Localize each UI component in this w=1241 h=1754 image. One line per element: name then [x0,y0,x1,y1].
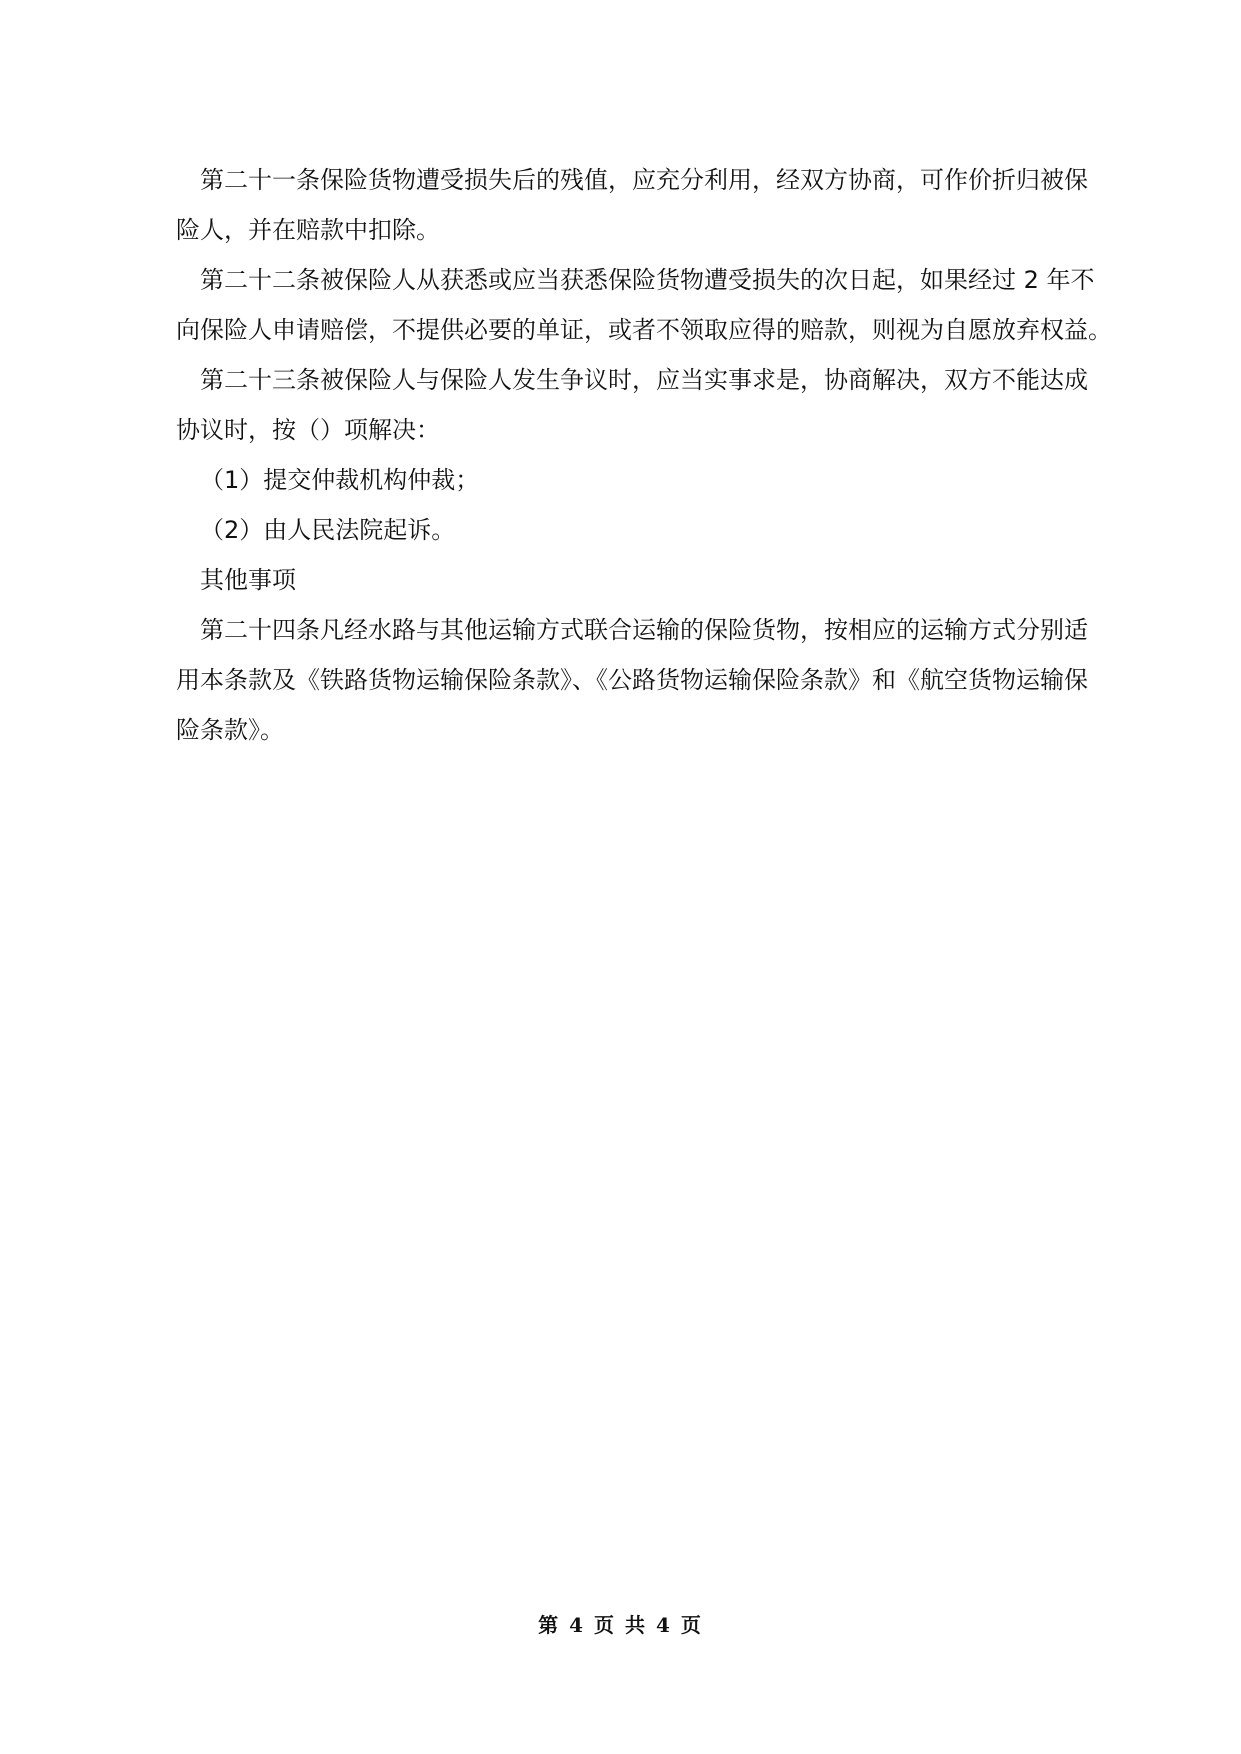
clause-23-line-2: 协议时，按（）项解决： [176,416,440,444]
option-2 [152,505,1092,555]
option-2-text: （2）由人民法院起诉。 [200,516,456,544]
document-body [152,155,1112,755]
clause-22-line-2: 向保险人申请赔偿，不提供必要的单证，或者不领取应得的赔款，则视为自愿放弃权益。 [176,316,1112,344]
clause-24-line-3: 险条款》。 [176,716,284,744]
clause-23 [152,355,1092,455]
clause-22 [152,255,1112,355]
clause-21-line-2: 险人，并在赔款中扣除。 [176,216,440,244]
option-1 [152,455,1092,505]
clause-24-line-1: 第二十四条凡经水路与其他运输方式联合运输的保险货物，按相应的运输方式分别适 [200,616,1088,644]
section-heading-text: 其他事项 [200,566,296,594]
clause-21-line-1: 第二十一条保险货物遭受损失后的残值，应充分利用，经双方协商，可作价折归被保 [200,166,1088,194]
clause-24-line-2: 用本条款及《铁路货物运输保险条款》、《公路货物运输保险条款》和《航空货物运输保 [176,666,1088,694]
section-heading-other-matters [152,555,1092,605]
clause-23-line-1: 第二十三条被保险人与保险人发生争议时，应当实事求是，协商解决，双方不能达成 [200,366,1088,394]
clause-24 [152,605,1092,755]
clause-21 [152,155,1092,255]
clause-22-line-1: 第二十二条被保险人从获悉或应当获悉保险货物遭受损失的次日起，如果经过 2 年不 [200,266,1095,294]
option-1-text: （1）提交仲裁机构仲裁； [200,466,480,494]
page-number-footer: 第 4 页 共 4 页 [538,1613,703,1637]
